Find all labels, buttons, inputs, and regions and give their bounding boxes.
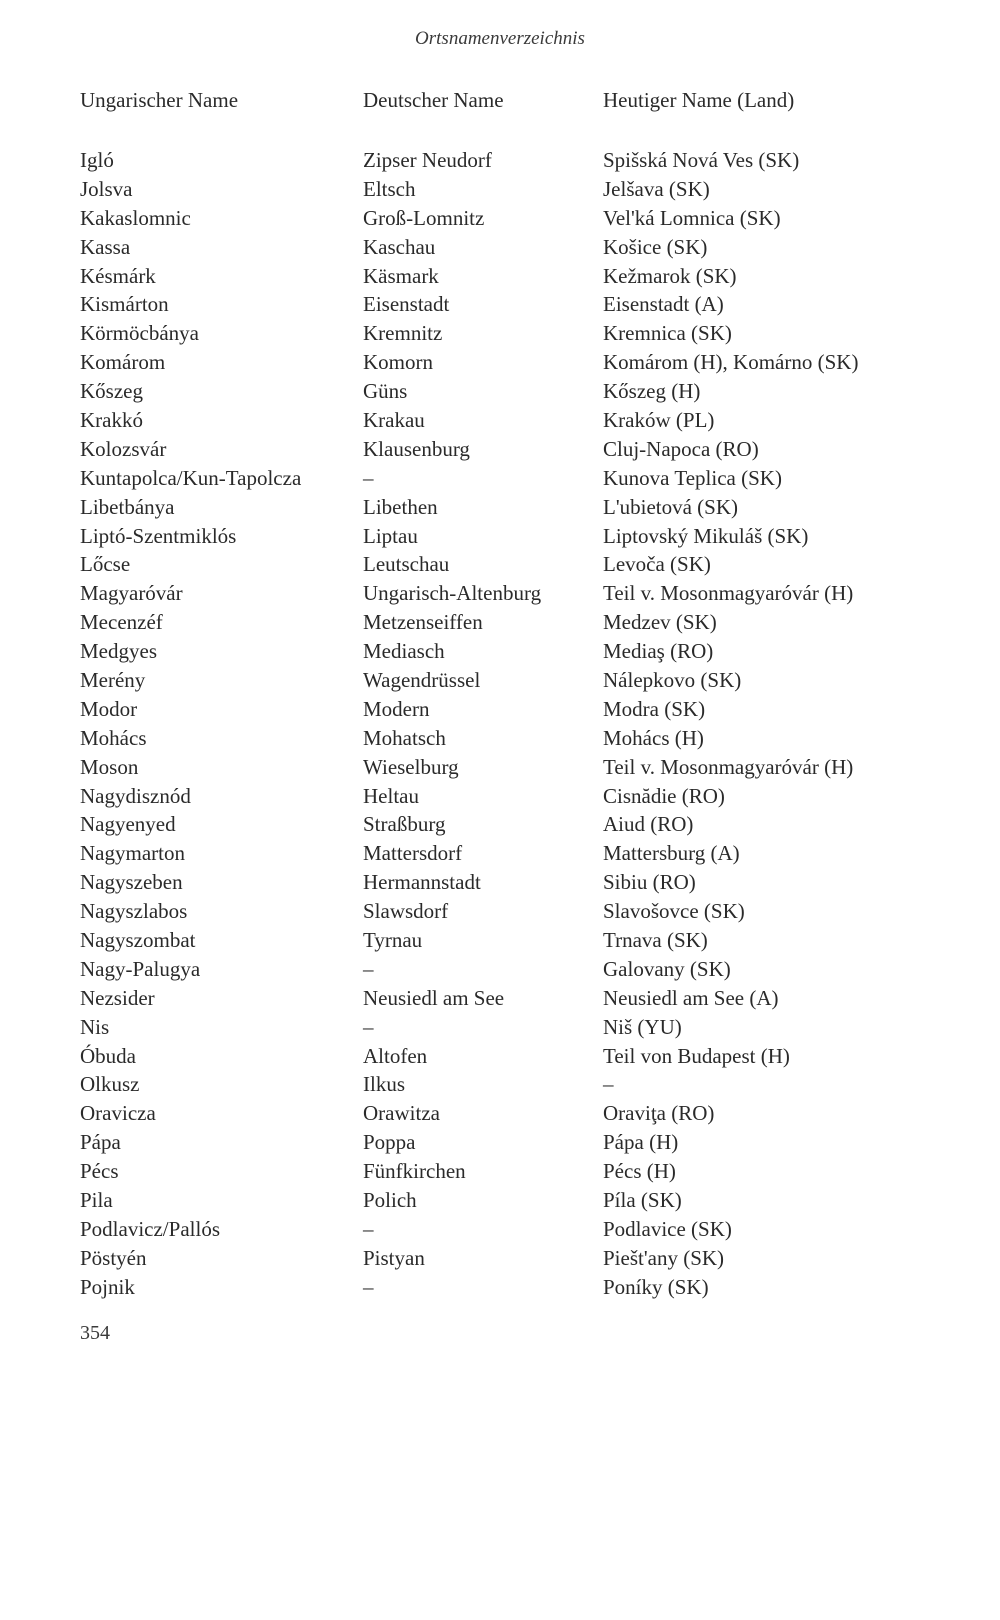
table-row bbox=[80, 926, 960, 955]
current-name: Teil v. Mosonmagyaróvár (H) bbox=[603, 581, 854, 606]
table-row bbox=[80, 319, 960, 348]
hungarian-name: Nagyszombat bbox=[80, 927, 196, 952]
german-name: Ilkus bbox=[363, 1072, 405, 1097]
hungarian-name: Kuntapolca/Kun-Tapolcza bbox=[80, 465, 302, 490]
table-body bbox=[80, 146, 960, 1302]
current-name: Levoča (SK) bbox=[603, 552, 711, 577]
german-name: – bbox=[363, 1216, 374, 1241]
table-row bbox=[80, 550, 960, 579]
table-row bbox=[80, 1244, 960, 1273]
current-name: Mediaş (RO) bbox=[603, 639, 714, 664]
hungarian-name: Komárom bbox=[80, 350, 166, 375]
hungarian-name: Mecenzéf bbox=[80, 610, 163, 635]
hungarian-name: Kolozsvár bbox=[80, 436, 167, 461]
table-row bbox=[80, 897, 960, 926]
table-row bbox=[80, 522, 960, 551]
current-name: Slavošovce (SK) bbox=[603, 899, 745, 924]
german-name: – bbox=[363, 956, 374, 981]
german-name: Heltau bbox=[363, 783, 419, 808]
current-name: Píla (SK) bbox=[603, 1188, 682, 1212]
table-row bbox=[80, 955, 960, 984]
hungarian-name: Körmöcbánya bbox=[80, 321, 199, 346]
place-name-table bbox=[80, 80, 960, 1302]
current-name: Eisenstadt (A) bbox=[603, 292, 724, 317]
table-row bbox=[80, 666, 960, 695]
page-number: 354 bbox=[80, 1322, 110, 1344]
table-row bbox=[80, 579, 960, 608]
header-german: Deutscher Name bbox=[363, 87, 504, 112]
german-name: Kremnitz bbox=[363, 321, 443, 346]
table-row bbox=[80, 1215, 960, 1244]
table-row bbox=[80, 839, 960, 868]
table-row bbox=[80, 290, 960, 319]
german-name: Wieselburg bbox=[363, 754, 459, 779]
german-name: Eisenstadt bbox=[363, 292, 450, 317]
current-name: Trnava (SK) bbox=[603, 927, 708, 952]
table-row bbox=[80, 608, 960, 637]
hungarian-name: Kassa bbox=[80, 234, 131, 259]
table-row bbox=[80, 753, 960, 782]
hungarian-name: Libetbánya bbox=[80, 494, 175, 519]
hungarian-name: Nagyszlabos bbox=[80, 899, 188, 924]
hungarian-name: Nagyszeben bbox=[80, 870, 183, 895]
german-name: Kaschau bbox=[363, 234, 436, 259]
german-name: Altofen bbox=[363, 1043, 428, 1068]
german-name: Krakau bbox=[363, 407, 425, 432]
hungarian-name: Jolsva bbox=[80, 176, 133, 201]
current-name: Oraviţa (RO) bbox=[603, 1101, 715, 1126]
hungarian-name: Késmárk bbox=[80, 263, 156, 288]
current-name: Galovany (SK) bbox=[603, 956, 731, 981]
hungarian-name: Nagy-Palugya bbox=[80, 956, 201, 981]
german-name: Zipser Neudorf bbox=[363, 147, 492, 172]
table-row bbox=[80, 724, 960, 753]
current-name: Pápa (H) bbox=[603, 1130, 679, 1155]
current-name: Kunova Teplica (SK) bbox=[603, 465, 782, 490]
current-name: Spišská Nová Ves (SK) bbox=[603, 147, 800, 172]
table-row bbox=[80, 1071, 960, 1100]
table-row bbox=[80, 464, 960, 493]
table-row bbox=[80, 782, 960, 811]
hungarian-name: Pila bbox=[80, 1188, 113, 1212]
current-name: Aiud (RO) bbox=[603, 812, 694, 837]
german-name: Mediasch bbox=[363, 639, 445, 664]
hungarian-name: Mohács bbox=[80, 725, 147, 750]
german-name: Wagendrüssel bbox=[363, 667, 481, 692]
current-name: Neusiedl am See (A) bbox=[603, 985, 779, 1010]
hungarian-name: Pécs bbox=[80, 1159, 119, 1184]
german-name: Güns bbox=[363, 379, 408, 404]
hungarian-name: Nagyenyed bbox=[80, 812, 176, 837]
german-name: Tyrnau bbox=[363, 927, 423, 952]
hungarian-name: Igló bbox=[80, 147, 114, 172]
current-name: Modra (SK) bbox=[603, 696, 706, 721]
current-name: Teil v. Mosonmagyaróvár (H) bbox=[603, 754, 854, 779]
table-row bbox=[80, 868, 960, 897]
header-hungarian: Ungarischer Name bbox=[80, 87, 239, 112]
hungarian-name: Kőszeg bbox=[80, 379, 143, 404]
hungarian-name: Pöstyén bbox=[80, 1245, 147, 1270]
german-name: Käsmark bbox=[363, 263, 439, 288]
german-name: Fünfkirchen bbox=[363, 1159, 466, 1184]
table-row bbox=[80, 262, 960, 291]
table-row bbox=[80, 637, 960, 666]
table-row bbox=[80, 406, 960, 435]
hungarian-name: Merény bbox=[80, 667, 146, 692]
current-name: Medzev (SK) bbox=[603, 610, 717, 635]
german-name: Poppa bbox=[363, 1130, 416, 1155]
german-name: Klausenburg bbox=[363, 436, 470, 461]
hungarian-name: Podlavicz/Pallós bbox=[80, 1216, 220, 1241]
hungarian-name: Lőcse bbox=[80, 552, 131, 577]
hungarian-name: Nezsider bbox=[80, 985, 155, 1010]
german-name: Straßburg bbox=[363, 812, 446, 837]
table-row bbox=[80, 1273, 960, 1302]
running-head: Ortsnamenverzeichnis bbox=[415, 28, 585, 49]
german-name: – bbox=[363, 1274, 374, 1299]
hungarian-name: Kakaslomnic bbox=[80, 205, 191, 230]
current-name: Pécs (H) bbox=[603, 1159, 676, 1184]
table-row bbox=[80, 493, 960, 522]
hungarian-name: Kismárton bbox=[80, 292, 169, 317]
hungarian-name: Nis bbox=[80, 1014, 110, 1039]
german-name: Slawsdorf bbox=[363, 899, 449, 924]
current-name: Košice (SK) bbox=[603, 234, 708, 259]
current-name: Piešt'any (SK) bbox=[603, 1245, 725, 1270]
hungarian-name: Medgyes bbox=[80, 639, 157, 664]
table-row bbox=[80, 348, 960, 377]
hungarian-name: Krakkó bbox=[80, 407, 143, 432]
hungarian-name: Nagydisznód bbox=[80, 783, 191, 808]
hungarian-name: Pápa bbox=[80, 1130, 121, 1155]
german-name: Mattersdorf bbox=[363, 841, 463, 866]
current-name: Sibiu (RO) bbox=[603, 870, 696, 895]
current-name: Mohács (H) bbox=[603, 725, 704, 750]
current-name: Nálepkovo (SK) bbox=[603, 667, 742, 692]
german-name: Pistyan bbox=[363, 1245, 425, 1270]
german-name: Liptau bbox=[363, 523, 418, 548]
current-name: Poníky (SK) bbox=[603, 1274, 709, 1299]
current-name: Liptovský Mikuláš (SK) bbox=[603, 523, 809, 548]
current-name: Kremnica (SK) bbox=[603, 321, 732, 346]
german-name: Leutschau bbox=[363, 552, 450, 577]
hungarian-name: Óbuda bbox=[80, 1043, 136, 1068]
header-current: Heutiger Name (Land) bbox=[603, 87, 795, 112]
table-row bbox=[80, 1128, 960, 1157]
hungarian-name: Modor bbox=[80, 696, 138, 721]
table-row bbox=[80, 1157, 960, 1186]
current-name: Niš (YU) bbox=[603, 1014, 682, 1039]
current-name: Mattersburg (A) bbox=[603, 841, 740, 866]
current-name: Podlavice (SK) bbox=[603, 1216, 732, 1241]
table-row bbox=[80, 810, 960, 839]
current-name: Vel'ká Lomnica (SK) bbox=[603, 205, 781, 230]
table-header bbox=[80, 80, 960, 120]
table-row bbox=[80, 435, 960, 464]
current-name: Cluj-Napoca (RO) bbox=[603, 436, 759, 461]
current-name: – bbox=[603, 1072, 614, 1097]
hungarian-name: Moson bbox=[80, 754, 139, 779]
table-row bbox=[80, 1186, 960, 1215]
german-name: Modern bbox=[363, 696, 430, 721]
german-name: Orawitza bbox=[363, 1101, 440, 1126]
table-row bbox=[80, 146, 960, 175]
hungarian-name: Magyaróvár bbox=[80, 581, 183, 606]
table-row bbox=[80, 1042, 960, 1071]
german-name: Groß-Lomnitz bbox=[363, 205, 485, 230]
current-name: Kőszeg (H) bbox=[603, 379, 701, 404]
table-row bbox=[80, 377, 960, 406]
german-name: – bbox=[363, 1014, 374, 1039]
current-name: Komárom (H), Komárno (SK) bbox=[603, 350, 859, 375]
table-row bbox=[80, 204, 960, 233]
current-name: Kežmarok (SK) bbox=[603, 263, 737, 288]
german-name: Mohatsch bbox=[363, 725, 446, 750]
current-name: Kraków (PL) bbox=[603, 407, 715, 432]
table-row bbox=[80, 175, 960, 204]
hungarian-name: Nagymarton bbox=[80, 841, 185, 866]
german-name: Neusiedl am See bbox=[363, 985, 505, 1010]
hungarian-name: Oravicza bbox=[80, 1101, 156, 1126]
table-row bbox=[80, 1013, 960, 1042]
hungarian-name: Pojnik bbox=[80, 1274, 135, 1299]
table-row bbox=[80, 1099, 960, 1128]
german-name: Polich bbox=[363, 1188, 417, 1212]
german-name: Komorn bbox=[363, 350, 433, 375]
german-name: Ungarisch-Altenburg bbox=[363, 581, 542, 606]
table-row bbox=[80, 695, 960, 724]
current-name: Cisnădie (RO) bbox=[603, 783, 725, 808]
german-name: Libethen bbox=[363, 494, 438, 519]
hungarian-name: Olkusz bbox=[80, 1072, 140, 1097]
german-name: Hermannstadt bbox=[363, 870, 481, 895]
current-name: Teil von Budapest (H) bbox=[603, 1043, 790, 1068]
german-name: – bbox=[363, 465, 374, 490]
table-row bbox=[80, 233, 960, 262]
hungarian-name: Liptó-Szentmiklós bbox=[80, 523, 237, 548]
german-name: Metzenseiffen bbox=[363, 610, 483, 635]
current-name: Jelšava (SK) bbox=[603, 176, 710, 201]
german-name: Eltsch bbox=[363, 176, 416, 201]
current-name: L'ubietová (SK) bbox=[603, 494, 739, 519]
table-row bbox=[80, 984, 960, 1013]
